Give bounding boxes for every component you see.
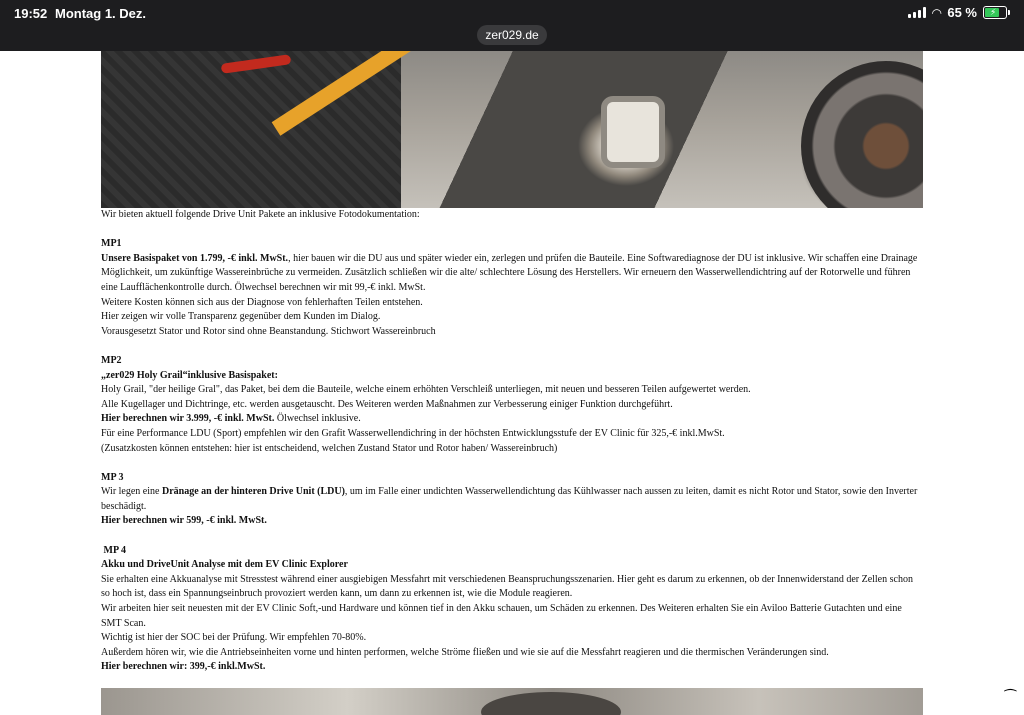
swipe-indicator-icon: ⁀	[1004, 690, 1016, 706]
mp2-heading: MP2	[101, 354, 122, 366]
mp2-description: Holy Grail, "der heilige Gral", das Paket, bei dem die Bauteile, welche einem erhöhten Verschleiß unterliegen, mit neuen und besseren Teilen aufgewertet werden.	[101, 384, 751, 396]
battery-tip	[1008, 10, 1010, 15]
package-mp1	[101, 237, 923, 339]
package-mp3	[101, 471, 923, 529]
status-bar	[0, 0, 1024, 51]
mp2-subtitle: „zer029 Holy Grail“inklusive Basispaket:	[101, 369, 278, 381]
mp4-software-note: Wir arbeiten hier seit neuesten mit der EV Clinic Soft,-und Hardware und können tief in den Akku schauen, um Schäden zu erkennen. Des Weiteren erhalten Sie ein Aviloo Batterie Gutachten und eine SMT Scan.	[101, 603, 902, 629]
mp3-description	[101, 485, 923, 514]
mp2-performance-note: Für eine Performance LDU (Sport) empfehlen wir den Grafit Wasserwellendichring in der höchsten Entwicklungsstufe der EV Clinic für 325,-€ inkl.MwSt.	[101, 427, 725, 439]
mp1-heading: MP1	[101, 238, 122, 250]
photo-mount-bracket	[601, 96, 665, 168]
mp1-costs-note: Weitere Kosten können sich aus der Diagnose von fehlerhaften Teilen entstehen.	[101, 296, 423, 308]
status-indicators	[908, 5, 1010, 20]
package-mp2	[101, 354, 923, 456]
status-time: 19:52	[14, 6, 48, 21]
mp4-heading: MP 4	[101, 544, 126, 556]
mp3-drainage-highlight: Dränage an der hinteren Drive Unit (LDU)	[161, 486, 345, 498]
mp1-condition-note: Vorausgesetzt Stator und Rotor sind ohne Beanstandung. Stichwort Wassereinbruch	[101, 325, 436, 337]
photo-brake-disc	[801, 61, 923, 208]
battery-icon	[983, 6, 1007, 19]
mp4-description: Sie erhalten eine Akkuanalyse mit Stresstest während einer ausgiebigen Messfahrt mit verschiedenen Beanspruchungsszenarien. Hier geht es darum zu erkennen, ob der Innenwiderstand der Zellen schon so hoch ist, dass ein Spannungseinbruch provoziert werden kann, um dann zu erkennen ist, wie die Module reagieren.	[101, 573, 913, 600]
mp2-extra-costs-note: (Zusatzkosten können entstehen: hier ist entscheidend, welchen Zustand Stator und Rotor haben/ Wassereinbruch)	[101, 442, 558, 454]
mp3-description-start: Wir legen eine	[101, 486, 162, 498]
drive-unit-photo-top	[101, 51, 923, 208]
mp3-heading: MP 3	[101, 471, 124, 483]
mp4-soc-note: Wichtig ist hier der SOC bei der Prüfung. Wir empfehlen 70-80%.	[101, 632, 367, 644]
mp1-details: , hier bauen wir die DU aus und später wieder ein, zerlegen und prüfen die Bauteile. Eine Softwarediagnose der DU ist inklusive. Wir schaffen eine Drainage Möglichkeit, um zukünftige Wassereinbrüche zu vermeiden. Zusätzlich schließen wir die alte/ schlechtere Lösung des Herstellers. Wir erneuern den Wasserwellendichtring auf der Rotorwelle und führen eine Laufflächenkontrolle durch. Ölwechsel berechnen wir mit 99,-€ inkl. MwSt.	[101, 252, 918, 293]
drive-unit-photo-bottom	[101, 688, 923, 715]
wifi-icon: ◠	[932, 5, 942, 20]
mp2-parts-note: Alle Kugellager und Dichtringe, etc. werden ausgetauscht. Des Weiteren werden Maßnahmen zur Verbesserung einiger Funktion durchgeführt.	[101, 398, 673, 410]
mp4-subtitle: Akku und DriveUnit Analyse mit dem EV Clinic Explorer	[101, 559, 348, 571]
mp3-price: Hier berechnen wir 599, -€ inkl. MwSt.	[101, 515, 267, 527]
photo-component	[481, 692, 621, 715]
mp2-oil-note: Ölwechsel inklusive.	[274, 413, 361, 425]
mp1-description	[101, 252, 923, 296]
mp2-price-line	[101, 412, 923, 427]
mp1-price: Unsere Basispaket von 1.799, -€ inkl. MwSt.	[101, 252, 289, 264]
article-content	[101, 208, 923, 675]
mp4-drive-note: Außerdem hören wir, wie die Antriebseinheiten vorne und hinten performen, welche Ströme fließen und wie sie auf die Messfahrt reagieren und die thermischen Veränderungen sind.	[101, 646, 829, 658]
cellular-signal-icon	[908, 7, 926, 18]
battery-percentage: 65 %	[947, 5, 977, 20]
mp2-price: Hier berechnen wir 3.999, -€ inkl. MwSt.	[101, 413, 275, 425]
mp1-transparency-note: Hier zeigen wir volle Transparenz gegenüber dem Kunden im Dialog.	[101, 311, 381, 323]
mp4-price: Hier berechnen wir: 399,-€ inkl.MwSt.	[101, 661, 266, 673]
address-bar[interactable]: zer029.de	[477, 25, 547, 45]
mp3-description-end: , um im Falle einer undichten Wasserwellendichtung das Kühlwasser nach aussen zu leiten, damit es nicht Rotor und Stator, sowie den Inverter beschädigt.	[101, 486, 918, 512]
package-mp4	[101, 544, 923, 675]
intro-text: Wir bieten aktuell folgende Drive Unit Pakete an inklusive Fotodokumentation:	[101, 209, 420, 220]
charging-bolt-icon: ⚡	[990, 7, 997, 17]
status-date: Montag 1. Dez.	[55, 6, 147, 21]
